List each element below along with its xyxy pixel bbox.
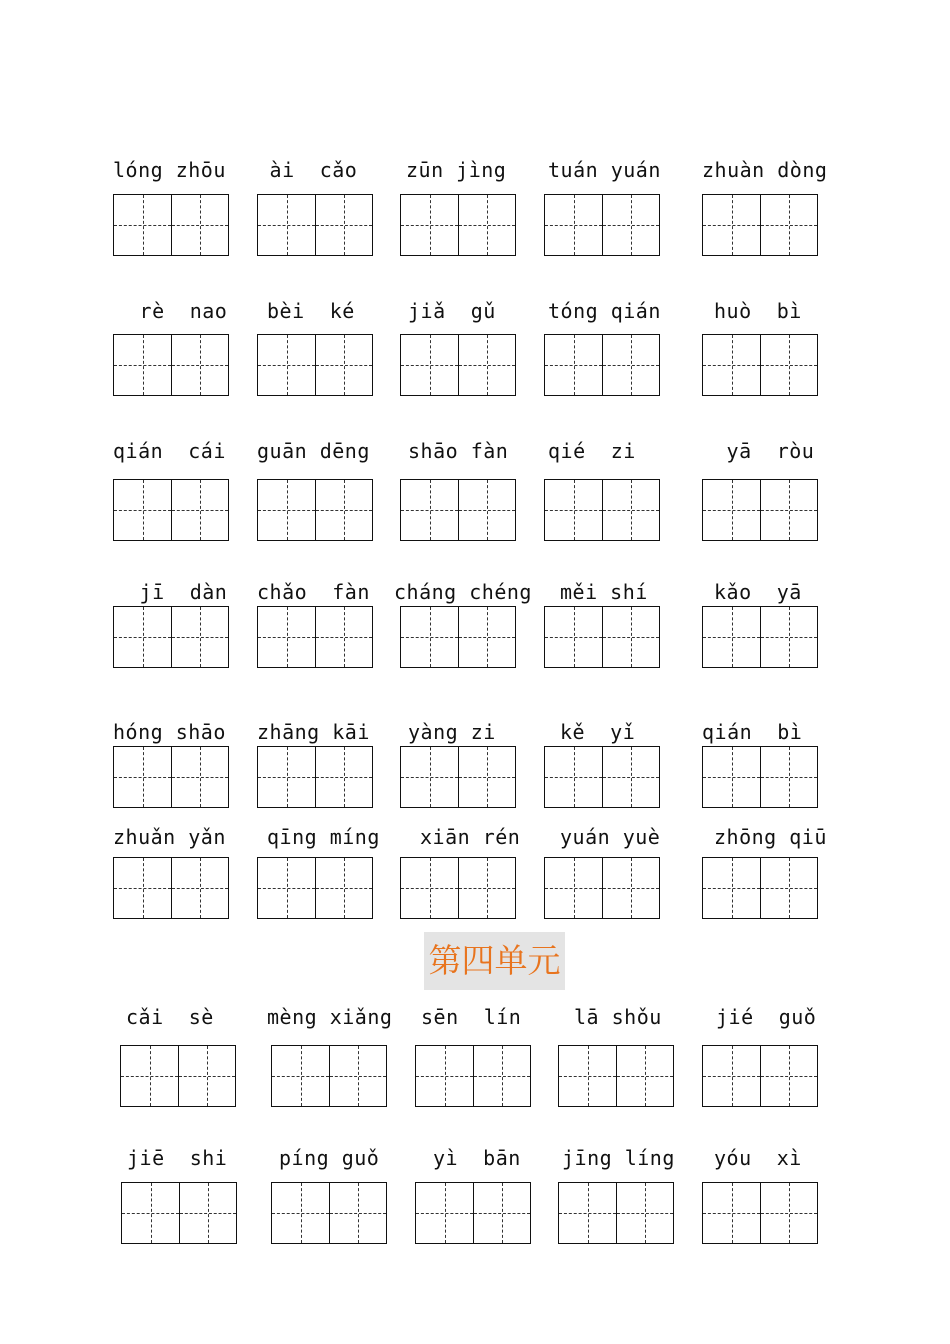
pinyin-label: hóng shāo (113, 720, 226, 744)
pinyin-label: zhāng kāi (257, 720, 370, 744)
pinyin-label: guān dēng (257, 439, 370, 463)
writing-grid[interactable] (400, 606, 516, 668)
writing-cell[interactable] (458, 195, 515, 255)
writing-cell[interactable] (171, 480, 228, 540)
writing-cell[interactable] (114, 858, 171, 918)
writing-cell[interactable] (703, 607, 760, 667)
writing-cell[interactable] (258, 747, 315, 807)
pinyin-label: kě yǐ (560, 720, 636, 744)
writing-grid[interactable] (400, 746, 516, 808)
pinyin-label: yàng zi (408, 720, 496, 744)
writing-grid[interactable] (113, 194, 229, 256)
writing-grid[interactable] (400, 479, 516, 541)
writing-cell[interactable] (401, 480, 458, 540)
pinyin-label: yóu xì (714, 1146, 802, 1170)
writing-cell[interactable] (171, 747, 228, 807)
pinyin-label: huò bì (714, 299, 802, 323)
writing-cell[interactable] (401, 195, 458, 255)
writing-cell[interactable] (760, 335, 817, 395)
pinyin-label: zhōng qiū (714, 825, 827, 849)
writing-cell[interactable] (458, 747, 515, 807)
writing-cell[interactable] (703, 858, 760, 918)
writing-cell[interactable] (602, 195, 659, 255)
writing-grid[interactable] (544, 194, 660, 256)
writing-cell[interactable] (545, 858, 602, 918)
pinyin-label: tuán yuán (548, 158, 661, 182)
pinyin-label: tóng qián (548, 299, 661, 323)
pinyin-label: kǎo yā (714, 580, 802, 604)
writing-cell[interactable] (122, 1183, 179, 1243)
writing-cell[interactable] (272, 1046, 329, 1106)
pinyin-label: mèng xiǎng (267, 1005, 393, 1029)
writing-cell[interactable] (258, 607, 315, 667)
writing-grid[interactable] (257, 479, 373, 541)
writing-cell[interactable] (114, 747, 171, 807)
writing-cell[interactable] (616, 1183, 673, 1243)
writing-cell[interactable] (258, 335, 315, 395)
writing-cell[interactable] (329, 1183, 386, 1243)
writing-cell[interactable] (258, 480, 315, 540)
pinyin-label: yā ròu (714, 439, 815, 463)
writing-grid[interactable] (257, 857, 373, 919)
unit-title: 第四单元 (424, 932, 565, 990)
pinyin-label: ài cǎo (257, 158, 358, 182)
writing-cell[interactable] (602, 607, 659, 667)
pinyin-label: zhuàn dòng (702, 158, 828, 182)
writing-cell[interactable] (545, 480, 602, 540)
writing-cell[interactable] (545, 335, 602, 395)
writing-cell[interactable] (401, 335, 458, 395)
writing-grid[interactable] (113, 334, 229, 396)
writing-grid[interactable] (113, 857, 229, 919)
pinyin-label: xiān rén (420, 825, 521, 849)
writing-cell[interactable] (602, 747, 659, 807)
writing-grid[interactable] (400, 194, 516, 256)
writing-cell[interactable] (703, 335, 760, 395)
writing-cell[interactable] (315, 480, 372, 540)
pinyin-label: měi shí (560, 580, 648, 604)
writing-cell[interactable] (114, 195, 171, 255)
writing-cell[interactable] (703, 747, 760, 807)
writing-cell[interactable] (171, 335, 228, 395)
writing-grid[interactable] (415, 1182, 531, 1244)
writing-cell[interactable] (602, 858, 659, 918)
writing-grid[interactable] (271, 1045, 387, 1107)
pinyin-label: píng guǒ (279, 1146, 380, 1170)
pinyin-label: zūn jìng (406, 158, 507, 182)
pinyin-label: shāo fàn (408, 439, 509, 463)
writing-grid[interactable] (702, 746, 818, 808)
writing-cell[interactable] (458, 480, 515, 540)
writing-grid[interactable] (558, 1045, 674, 1107)
pinyin-label: jié guǒ (716, 1005, 817, 1029)
writing-cell[interactable] (258, 858, 315, 918)
writing-grid[interactable] (702, 857, 818, 919)
pinyin-label: sēn lín (421, 1005, 522, 1029)
pinyin-label: qié zi (548, 439, 636, 463)
writing-grid[interactable] (702, 334, 818, 396)
writing-grid[interactable] (544, 479, 660, 541)
writing-grid[interactable] (544, 857, 660, 919)
pinyin-label: jiē shi (127, 1146, 228, 1170)
writing-grid[interactable] (702, 194, 818, 256)
writing-cell[interactable] (602, 480, 659, 540)
writing-cell[interactable] (703, 1046, 760, 1106)
pinyin-label: bèi ké (267, 299, 355, 323)
writing-cell[interactable] (114, 480, 171, 540)
pinyin-label: jiǎ gǔ (408, 299, 496, 323)
writing-cell[interactable] (401, 607, 458, 667)
writing-cell[interactable] (416, 1183, 473, 1243)
writing-cell[interactable] (760, 858, 817, 918)
pinyin-label: rè nao (127, 299, 228, 323)
writing-cell[interactable] (179, 1183, 236, 1243)
writing-cell[interactable] (458, 335, 515, 395)
writing-grid[interactable] (257, 746, 373, 808)
writing-cell[interactable] (602, 335, 659, 395)
writing-grid[interactable] (257, 606, 373, 668)
writing-cell[interactable] (315, 747, 372, 807)
pinyin-label: chǎo fàn (257, 580, 370, 604)
writing-grid[interactable] (702, 1182, 818, 1244)
pinyin-label: jīng líng (562, 1146, 675, 1170)
writing-cell[interactable] (760, 747, 817, 807)
writing-grid[interactable] (702, 606, 818, 668)
writing-cell[interactable] (171, 858, 228, 918)
writing-cell[interactable] (315, 335, 372, 395)
writing-cell[interactable] (760, 1183, 817, 1243)
writing-cell[interactable] (315, 607, 372, 667)
writing-cell[interactable] (616, 1046, 673, 1106)
writing-cell[interactable] (114, 607, 171, 667)
pinyin-label: lā shǒu (574, 1005, 662, 1029)
writing-cell[interactable] (545, 607, 602, 667)
pinyin-label: lóng zhōu (113, 158, 226, 182)
writing-cell[interactable] (760, 480, 817, 540)
writing-grid[interactable] (544, 606, 660, 668)
pinyin-label: qián cái (113, 439, 226, 463)
writing-cell[interactable] (114, 335, 171, 395)
pinyin-label: qián bì (702, 720, 803, 744)
writing-cell[interactable] (760, 1046, 817, 1106)
writing-grid[interactable] (702, 479, 818, 541)
writing-cell[interactable] (473, 1046, 530, 1106)
writing-grid[interactable] (113, 606, 229, 668)
pinyin-label: yì bān (433, 1146, 521, 1170)
writing-cell[interactable] (703, 195, 760, 255)
writing-cell[interactable] (121, 1046, 178, 1106)
writing-cell[interactable] (473, 1183, 530, 1243)
writing-grid[interactable] (702, 1045, 818, 1107)
writing-cell[interactable] (171, 607, 228, 667)
writing-cell[interactable] (272, 1183, 329, 1243)
writing-grid[interactable] (113, 746, 229, 808)
writing-cell[interactable] (401, 858, 458, 918)
writing-grid[interactable] (120, 1045, 236, 1107)
pinyin-label: jī dàn (127, 580, 228, 604)
writing-cell[interactable] (559, 1183, 616, 1243)
writing-cell[interactable] (703, 480, 760, 540)
pinyin-label: cháng chéng (394, 580, 532, 604)
writing-cell[interactable] (545, 747, 602, 807)
writing-grid[interactable] (400, 857, 516, 919)
writing-cell[interactable] (559, 1046, 616, 1106)
writing-grid[interactable] (558, 1182, 674, 1244)
writing-grid[interactable] (544, 334, 660, 396)
writing-cell[interactable] (760, 195, 817, 255)
writing-cell[interactable] (416, 1046, 473, 1106)
writing-cell[interactable] (315, 195, 372, 255)
writing-grid[interactable] (113, 479, 229, 541)
pinyin-label: yuán yuè (560, 825, 661, 849)
writing-cell[interactable] (178, 1046, 235, 1106)
writing-grid[interactable] (415, 1045, 531, 1107)
writing-grid[interactable] (544, 746, 660, 808)
writing-cell[interactable] (258, 195, 315, 255)
writing-cell[interactable] (760, 607, 817, 667)
writing-grid[interactable] (400, 334, 516, 396)
writing-grid[interactable] (257, 334, 373, 396)
writing-cell[interactable] (458, 607, 515, 667)
writing-grid[interactable] (271, 1182, 387, 1244)
writing-cell[interactable] (329, 1046, 386, 1106)
writing-cell[interactable] (458, 858, 515, 918)
writing-cell[interactable] (315, 858, 372, 918)
pinyin-label: qīng míng (267, 825, 380, 849)
pinyin-label: zhuǎn yǎn (113, 825, 226, 849)
writing-cell[interactable] (545, 195, 602, 255)
pinyin-label: cǎi sè (126, 1005, 214, 1029)
writing-cell[interactable] (703, 1183, 760, 1243)
writing-cell[interactable] (171, 195, 228, 255)
writing-grid[interactable] (121, 1182, 237, 1244)
writing-grid[interactable] (257, 194, 373, 256)
writing-cell[interactable] (401, 747, 458, 807)
